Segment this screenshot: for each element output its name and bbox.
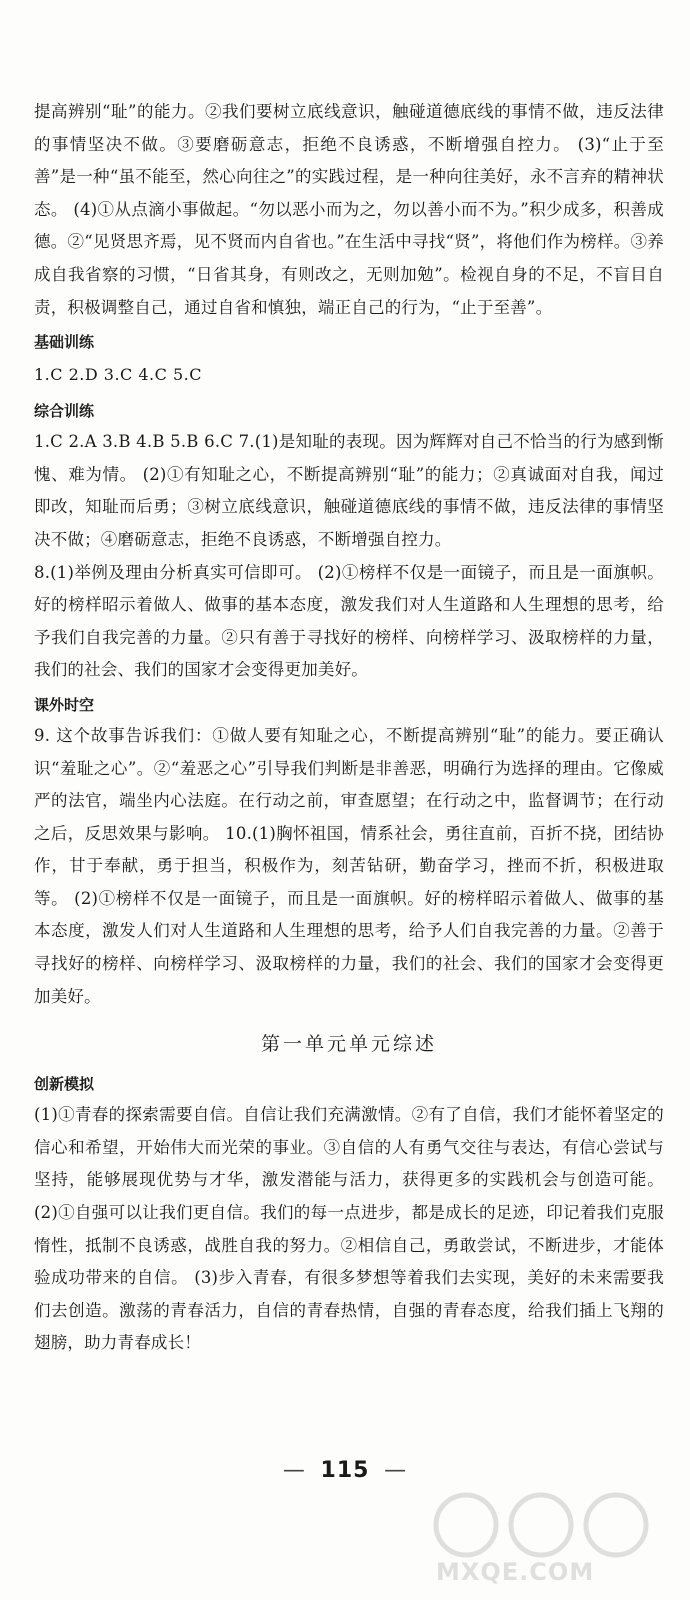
watermark-logo-icon <box>426 1490 666 1560</box>
watermark-logo <box>426 1490 666 1590</box>
comprehensive-paragraph-2: 8.(1)举例及理由分析真实可信即可。 (2)①榜样不仅是一面镜子，而且是一面旗帜。好的榜样昭示着做人、做事的基本态度，激发我们对人生道路和人生理想的思考，给予我们自我完善的力量。②只有善于寻找好的榜样、向榜样学习、汲取榜样的力量，我们的社会、我们的国家才会变得更加美好。 <box>34 562 664 680</box>
watermark-text: MXQE.COM <box>436 1558 595 1586</box>
unit-title: 第一单元单元综述 <box>260 1033 437 1056</box>
basic-answers: 1.C 2.D 3.C 4.C 5.C <box>34 365 202 385</box>
section-title-comprehensive: 综合训练 <box>34 402 95 421</box>
page-number <box>0 1458 690 1483</box>
section-title-innovation: 创新模拟 <box>34 1075 95 1094</box>
extracurricular-paragraph: 9. 这个故事告诉我们：①做人要有知耻之心，不断提高辨别“耻”的能力。要正确认识“羞耻之心”。②“羞恶之心”引导我们判断是非善恶，明确行为选择的理由。它像威严的法官，端坐内心法庭。在行动之前，审查愿望；在行动之中，监督调节；在行动之后，反思效果与影响。 10.(1)胸怀祖国，情系社会，勇往直前，百折不挠，团结协作，甘于奉献，勇于担当，积极作为，刻苦钻研，勤奋学习，挫而不折，积极进取等。 (2)①榜样不仅是一面镜子，而且是一面旗帜。好的榜样昭示着做人、做事的基本态度，激发人们对人生道路和人生理想的思考，给予人们自我完善的力量。②善于寻找好的榜样、向榜样学习、汲取榜样的力量，我们的社会、我们的国家才会变得更加美好。 <box>34 725 664 1006</box>
page-number-dash-right: — <box>384 1458 408 1483</box>
intro-paragraph: 提高辨别“耻”的能力。②我们要树立底线意识，触碰道德底线的事情不做，违反法律的事情坚决不做。③要磨砺意志，拒绝不良诱惑，不断增强自控力。 (3)“止于至善”是一种“虽不能至，然心向往之”的实践过程，是一种向往美好，永不言弃的精神状态。 (4)①从点滴小事做起。“勿以恶小而为之，勿以善小而不为。”积少成多，积善成德。②“见贤思齐焉，见不贤而内自省也。”在生活中寻找“贤”，将他们作为榜样。③养成自我省察的习惯，“日省其身，有则改之，无则加勉”。检视自身的不足，不盲目自责，积极调整自己，通过自省和慎独，端正自己的行为，“止于至善”。 <box>34 102 664 317</box>
section-title-extracurricular: 课外时空 <box>34 695 95 714</box>
innovation-paragraph: (1)①青春的探索需要自信。自信让我们充满激情。②有了自信，我们才能怀着坚定的信心和希望，开始伟大而光荣的事业。③自信的人有勇气交往与表达，有信心尝试与坚持，能够展现优势与才华，激发潜能与活力，获得更多的实践机会与创造可能。 (2)①自强可以让我们更自信。我们的每一点进步，都是成长的足迹，印记着我们克服惰性，抵制不良诱惑，战胜自我的努力。②相信自己，勇敢尝试，不断进步，才能体验成功带来的自信。 (3)步入青春，有很多梦想等着我们去实现，美好的未来需要我们去创造。激荡的青春活力，自信的青春热情，自强的青春态度，给我们插上飞翔的翅膀，助力青春成长！ <box>34 1105 664 1353</box>
page-number-dash-left: — <box>282 1458 306 1483</box>
section-title-basic: 基础训练 <box>34 333 95 352</box>
page-number-value: 115 <box>320 1458 370 1483</box>
document-page <box>34 96 664 1360</box>
comprehensive-paragraph-1: 1.C 2.A 3.B 4.B 5.B 6.C 7.(1)是知耻的表现。因为辉辉对自己不恰当的行为感到惭愧、难为情。 (2)①有知耻之心，不断提高辨别“耻”的能力；②真诚面对自我，闻过即改，知耻而后勇；③树立底线意识，触碰道德底线的事情不做，违反法律的事情坚决不做；④磨砺意志，拒绝不良诱惑，不断增强自控力。 <box>34 432 664 549</box>
